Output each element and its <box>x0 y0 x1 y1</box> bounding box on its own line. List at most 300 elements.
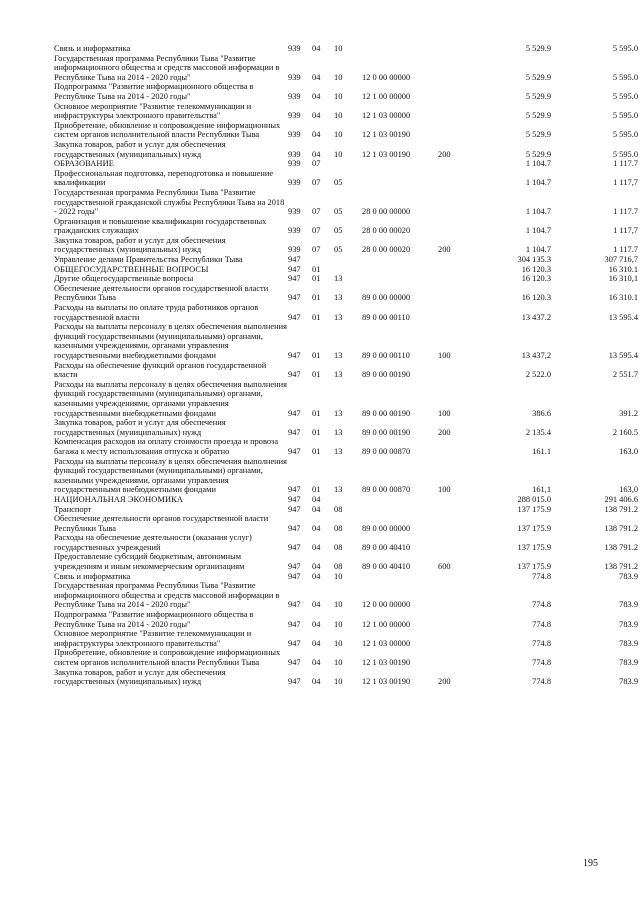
row-name: НАЦИОНАЛЬНАЯ ЭКОНОМИКА <box>54 494 183 504</box>
row-section-code: 01 <box>312 370 321 380</box>
row-expense-type <box>438 188 464 217</box>
table-row <box>54 140 638 159</box>
row-amount-year2: 783.9 <box>619 677 638 687</box>
table-row <box>54 505 638 515</box>
row-amount-year1: 1 104.7 <box>525 178 551 188</box>
row-amount-year1: 1 104.7 <box>525 226 551 236</box>
row-grbs-code: 939 <box>288 130 301 140</box>
row-amount-year1: 16 120.3 <box>521 274 551 284</box>
row-amount-year2: 138 791.2 <box>604 542 638 552</box>
row-target-article: 89 0 00 00190 <box>362 408 411 418</box>
row-grbs-code: 939 <box>288 226 301 236</box>
budget-table-body <box>54 44 638 687</box>
row-name: Предоставление субсидий бюджетным, автономным учреждениям и иным некоммерческим организациям <box>54 552 245 572</box>
row-amount-year2: 1 117,7 <box>613 178 638 188</box>
row-grbs-code: 947 <box>288 658 301 667</box>
table-row <box>54 217 638 236</box>
table-row <box>54 457 638 495</box>
row-target-article: 12 1 03 00190 <box>362 130 411 140</box>
row-target-article: 12 1 03 00190 <box>362 149 411 159</box>
row-target-article: 89 0 00 00110 <box>362 312 410 322</box>
table-row <box>54 514 638 533</box>
row-grbs-code: 947 <box>288 264 301 274</box>
row-subsection-code: 10 <box>334 149 343 159</box>
row-subsection-code: 10 <box>334 44 343 53</box>
row-name: Подпрограмма "Развитие информационного общества в Республике Тыва на 2014 - 2020 годы" <box>54 610 254 629</box>
row-amount-year1: 774.8 <box>532 619 551 629</box>
row-section-code: 04 <box>312 44 321 53</box>
row-amount-year2: 16 310.1 <box>608 264 638 274</box>
row-expense-type <box>438 581 464 610</box>
row-subsection-code: 13 <box>334 370 343 380</box>
row-expense-type: 100 <box>438 485 451 495</box>
row-section-code: 04 <box>312 504 321 514</box>
row-target-article: 28 0 00 00020 <box>362 226 411 236</box>
row-name: Обеспечение деятельности органов государственной власти Республики Тыва <box>54 514 269 533</box>
row-grbs-code: 939 <box>288 178 301 188</box>
row-amount-year2: 783.9 <box>619 638 638 648</box>
row-expense-type <box>438 159 464 169</box>
row-target-article: 89 0 00 00190 <box>362 370 411 380</box>
table-row <box>54 648 638 667</box>
table-row <box>54 581 638 610</box>
row-target-article <box>362 255 438 265</box>
row-subsection-code: 10 <box>334 600 343 610</box>
row-target-article <box>362 505 438 515</box>
row-target-article <box>362 274 438 284</box>
row-grbs-code: 947 <box>288 408 301 418</box>
row-amount-year1: 2 135.4 <box>525 427 551 437</box>
row-grbs-code: 947 <box>288 427 301 437</box>
row-name: Расходы на выплаты по оплате труда работников органов государственной власти <box>54 303 259 322</box>
row-section-code: 04 <box>312 149 321 159</box>
row-section-code: 01 <box>312 274 321 284</box>
row-name: Подпрограмма "Развитие информационного общества в Республике Тыва на 2014 - 2020 годы" <box>54 82 254 101</box>
row-grbs-code: 939 <box>288 149 301 159</box>
row-name: Основное мероприятие "Развитие телекоммуникации и инфраструктуры электронного правительства" <box>54 101 252 121</box>
row-name: Государственная программа Республики Тыва "Развитие государственной гражданской службы Республики Тыва на 2018 - 2022 годы" <box>54 187 285 217</box>
row-name: ОБРАЗОВАНИЕ <box>54 159 114 169</box>
row-section-code: 01 <box>312 446 321 456</box>
table-row <box>54 380 638 418</box>
row-amount-year1: 386.6 <box>532 408 551 418</box>
row-amount-year2: 5 595.0 <box>612 111 638 121</box>
table-row <box>54 533 638 552</box>
row-amount-year2: 16 310.1 <box>608 293 638 303</box>
row-subsection-code: 08 <box>334 504 343 514</box>
row-target-article: 89 0 00 00190 <box>362 427 411 437</box>
row-name: ОБЩЕГОСУДАРСТВЕННЫЕ ВОПРОСЫ <box>54 264 209 274</box>
row-section-code: 04 <box>312 571 321 581</box>
row-amount-year1: 137 175.9 <box>517 562 551 572</box>
row-amount-year2: 1 117,7 <box>613 226 638 236</box>
row-expense-type <box>438 44 464 54</box>
row-expense-type <box>438 648 464 667</box>
row-expense-type <box>438 572 464 582</box>
row-subsection-code: 13 <box>334 446 343 456</box>
row-expense-type: 200 <box>438 245 451 255</box>
table-row <box>54 44 638 54</box>
table-row <box>54 629 638 648</box>
row-amount-year1: 5 529.9 <box>525 111 551 121</box>
row-name: Государственная программа Республики Тыва "Развитие информационного общества и средств массовой информации в Республике Тыва на 2014 - 2020 годы" <box>54 53 280 82</box>
row-grbs-code: 939 <box>288 91 301 101</box>
row-target-article: 89 0 00 00870 <box>362 485 411 495</box>
row-grbs-code: 947 <box>288 542 301 552</box>
row-name: Обеспечение деятельности органов государственной власти Республики Тыва <box>54 283 269 303</box>
row-target-article <box>362 495 438 505</box>
row-grbs-code: 947 <box>288 677 301 687</box>
row-amount-year1: 774.8 <box>532 600 551 610</box>
row-target-article <box>362 265 438 275</box>
row-grbs-code: 947 <box>288 619 301 629</box>
row-section-code: 04 <box>312 494 321 504</box>
row-section-code: 07 <box>312 226 321 236</box>
row-subsection-code <box>334 265 362 275</box>
row-subsection-code: 05 <box>334 178 343 188</box>
row-subsection-code: 05 <box>334 245 343 255</box>
row-expense-type <box>438 495 464 505</box>
row-name: Основное мероприятие "Развитие телекоммуникации и инфраструктуры электронного правительства" <box>54 629 252 648</box>
row-section-code: 04 <box>312 600 321 610</box>
row-amount-year1: 5 529.9 <box>525 130 551 140</box>
row-grbs-code: 947 <box>288 274 301 284</box>
row-section-code <box>312 255 334 265</box>
table-row <box>54 303 638 322</box>
row-section-code: 01 <box>312 351 321 360</box>
row-expense-type: 200 <box>438 427 451 437</box>
row-name: Государственная программа Республики Тыва "Развитие информационного общества и средств массовой информации в Республике Тыва на 2014 - 2020 годы" <box>54 581 280 610</box>
row-subsection-code: 13 <box>334 312 343 322</box>
row-grbs-code: 947 <box>288 571 301 581</box>
row-target-article: 12 1 03 00000 <box>362 111 411 121</box>
row-target-article: 12 0 00 00000 <box>362 72 411 82</box>
row-target-article <box>362 169 438 188</box>
row-grbs-code: 947 <box>288 523 301 533</box>
row-subsection-code: 13 <box>334 427 343 437</box>
row-amount-year2: 783.9 <box>619 571 638 581</box>
row-amount-year1: 161,1 <box>532 485 551 495</box>
row-amount-year1: 774.8 <box>532 677 551 687</box>
row-subsection-code: 08 <box>334 523 343 533</box>
row-name: Связь и информатика <box>54 44 131 53</box>
row-section-code: 04 <box>312 130 321 140</box>
row-grbs-code: 939 <box>288 44 301 53</box>
row-target-article: 89 0 00 40410 <box>362 562 411 572</box>
row-expense-type <box>438 361 464 380</box>
row-expense-type <box>438 121 464 140</box>
row-expense-type: 200 <box>438 149 451 159</box>
row-grbs-code: 947 <box>288 504 301 514</box>
row-name: Управление делами Правительства Республики Тыва <box>54 255 243 265</box>
row-expense-type <box>438 265 464 275</box>
row-expense-type <box>438 255 464 265</box>
row-expense-type <box>438 217 464 236</box>
row-section-code: 04 <box>312 542 321 552</box>
table-row <box>54 322 638 360</box>
row-amount-year1: 161.1 <box>532 446 551 456</box>
row-target-article: 12 1 03 00190 <box>362 677 411 687</box>
row-amount-year2: 5 595.0 <box>612 149 638 159</box>
row-amount-year2: 5 595.0 <box>612 44 638 53</box>
table-row <box>54 437 638 456</box>
row-amount-year2: 163.0 <box>619 446 638 456</box>
table-row <box>54 572 638 582</box>
row-section-code: 01 <box>312 408 321 418</box>
row-expense-type: 200 <box>438 677 451 687</box>
row-amount-year2: 1 117.7 <box>613 207 638 217</box>
row-target-article: 12 1 03 00190 <box>362 658 411 667</box>
row-grbs-code: 939 <box>288 111 301 121</box>
row-expense-type <box>438 169 464 188</box>
row-grbs-code: 947 <box>288 562 301 572</box>
row-expense-type <box>438 610 464 629</box>
table-row <box>54 236 638 255</box>
row-amount-year2: 138 791.2 <box>604 562 638 572</box>
table-row <box>54 169 638 188</box>
row-name: Расходы на выплаты персоналу в целях обеспечения выполнения функций государственными (муниципальными) органами, казенными учреждениями, органами управления государственными внебюджетными фондами <box>54 322 287 360</box>
row-amount-year1: 5 529.9 <box>525 44 551 53</box>
table-row <box>54 495 638 505</box>
row-section-code: 04 <box>312 658 321 667</box>
row-section-code: 01 <box>312 427 321 437</box>
row-section-code: 01 <box>312 264 321 274</box>
row-name: Организация и повышение квалификации государственных гражданских служащих <box>54 216 267 236</box>
table-row <box>54 102 638 121</box>
row-section-code: 04 <box>312 677 321 687</box>
row-amount-year1: 16 120.3 <box>521 293 551 303</box>
row-expense-type: 100 <box>438 351 451 360</box>
row-target-article: 12 1 03 00000 <box>362 638 411 648</box>
row-amount-year1: 13 437.2 <box>521 312 551 322</box>
row-name: Расходы на обеспечение функций органов государственной власти <box>54 360 267 380</box>
row-target-article: 28 0 00 00000 <box>362 207 411 217</box>
row-name: Закупка товаров, работ и услуг для обеспечения государственных (муниципальных) нужд <box>54 418 226 437</box>
row-subsection-code: 05 <box>334 226 343 236</box>
row-amount-year1: 137 175.9 <box>517 523 551 533</box>
row-grbs-code: 947 <box>288 446 301 456</box>
row-amount-year2: 783.9 <box>619 658 638 667</box>
row-amount-year1: 1 104.7 <box>525 159 551 169</box>
row-section-code: 04 <box>312 91 321 101</box>
row-expense-type <box>438 533 464 552</box>
row-amount-year2: 5 595.0 <box>612 130 638 140</box>
row-amount-year1: 774.8 <box>532 638 551 648</box>
row-amount-year2: 783.9 <box>619 619 638 629</box>
row-expense-type <box>438 82 464 101</box>
row-section-code: 07 <box>312 159 321 169</box>
row-section-code: 01 <box>312 485 321 495</box>
row-section-code: 04 <box>312 111 321 121</box>
row-subsection-code: 13 <box>334 293 343 303</box>
row-target-article <box>362 159 438 169</box>
table-row <box>54 361 638 380</box>
row-name: Компенсация расходов на оплату стоимости проезда и провоза багажа к месту использования отпуска и обратно <box>54 437 279 456</box>
table-row <box>54 552 638 571</box>
row-subsection-code: 10 <box>334 571 343 581</box>
table-row <box>54 82 638 101</box>
row-subsection-code: 13 <box>334 485 343 495</box>
row-amount-year2: 138 791.2 <box>604 523 638 533</box>
row-target-article: 89 0 00 00000 <box>362 523 411 533</box>
row-section-code: 04 <box>312 523 321 533</box>
budget-table <box>54 44 638 687</box>
row-expense-type <box>438 102 464 121</box>
row-name: Расходы на обеспечение деятельности (оказания услуг) государственных учреждений <box>54 533 252 552</box>
row-amount-year1: 5 529.9 <box>525 91 551 101</box>
row-grbs-code: 947 <box>288 370 301 380</box>
table-row <box>54 188 638 217</box>
table-row <box>54 284 638 303</box>
row-expense-type <box>438 303 464 322</box>
table-row <box>54 668 638 687</box>
row-grbs-code: 947 <box>288 494 301 504</box>
table-row <box>54 121 638 140</box>
row-section-code: 07 <box>312 245 321 255</box>
row-subsection-code: 08 <box>334 562 343 572</box>
row-grbs-code: 947 <box>288 312 301 322</box>
row-amount-year1: 304 135.3 <box>517 255 551 265</box>
row-subsection-code: 13 <box>334 274 343 284</box>
row-name: Транспорт <box>54 504 92 514</box>
row-grbs-code: 939 <box>288 72 301 82</box>
row-amount-year2: 138 791.2 <box>604 504 638 514</box>
row-target-article: 12 0 00 00000 <box>362 600 411 610</box>
row-section-code: 04 <box>312 72 321 82</box>
row-target-article: 89 0 00 00110 <box>362 351 410 360</box>
row-expense-type <box>438 437 464 456</box>
row-section-code: 04 <box>312 619 321 629</box>
row-section-code: 04 <box>312 638 321 648</box>
row-expense-type <box>438 629 464 648</box>
row-amount-year1: 13 437,2 <box>521 351 551 360</box>
row-amount-year2: 5 595.0 <box>612 91 638 101</box>
row-grbs-code: 939 <box>288 159 301 169</box>
row-amount-year1: 1 104.7 <box>525 207 551 217</box>
row-subsection-code: 10 <box>334 130 343 140</box>
row-target-article <box>362 44 438 54</box>
row-name: Приобретение, обновление и сопровождение информационных систем органов исполнительной власти Республики Тыва <box>54 120 281 140</box>
row-name: Расходы на выплаты персоналу в целях обеспечения выполнения функций государственными (муниципальными) органами, казенными учреждениями, органами управления государственными внебюджетными фондами <box>54 456 287 495</box>
row-subsection-code: 08 <box>334 542 343 552</box>
row-subsection-code <box>334 495 362 505</box>
row-subsection-code: 10 <box>334 111 343 121</box>
table-row <box>54 54 638 83</box>
row-subsection-code: 10 <box>334 619 343 629</box>
row-amount-year2: 391.2 <box>619 408 638 418</box>
row-amount-year2: 163,0 <box>619 485 638 495</box>
row-amount-year1: 5 529.9 <box>525 72 551 82</box>
row-subsection-code: 13 <box>334 351 343 360</box>
row-amount-year1: 774.8 <box>532 658 551 667</box>
row-expense-type <box>438 505 464 515</box>
row-expense-type <box>438 54 464 83</box>
row-amount-year1: 137 175.9 <box>517 542 551 552</box>
row-amount-year2: 307 716,7 <box>604 255 638 265</box>
row-section-code: 07 <box>312 178 321 188</box>
row-amount-year2: 13 595.4 <box>608 351 638 360</box>
row-subsection-code: 05 <box>334 207 343 217</box>
row-amount-year2: 291 406.6 <box>604 494 638 504</box>
table-row <box>54 418 638 437</box>
row-name: Закупка товаров, работ и услуг для обеспечения государственных (муниципальных) нужд <box>54 139 226 159</box>
row-subsection-code <box>334 255 362 265</box>
row-target-article: 28 0 00 00020 <box>362 245 411 255</box>
row-expense-type: 600 <box>438 562 451 572</box>
row-grbs-code: 947 <box>288 351 301 360</box>
row-amount-year1: 1 104.7 <box>525 245 551 255</box>
row-amount-year1: 16 120.3 <box>521 264 551 274</box>
row-name: Расходы на выплаты персоналу в целях обеспечения выполнения функций государственными (муниципальными) органами, казенными учреждениями, органами управления государственными внебюджетными фондами <box>54 379 287 418</box>
row-amount-year1: 5 529.9 <box>525 149 551 159</box>
row-amount-year2: 13 595.4 <box>608 312 638 322</box>
row-name: Другие общегосударственные вопросы <box>54 274 194 284</box>
table-row <box>54 265 638 275</box>
row-subsection-code: 10 <box>334 677 343 687</box>
row-subsection-code: 10 <box>334 91 343 101</box>
table-row <box>54 274 638 284</box>
row-name: Закупка товаров, работ и услуг для обеспечения государственных (муниципальных) нужд <box>54 235 226 255</box>
row-grbs-code: 947 <box>288 638 301 648</box>
row-target-article: 12 1 00 00000 <box>362 91 411 101</box>
row-grbs-code: 947 <box>288 293 301 303</box>
row-grbs-code: 939 <box>288 207 301 217</box>
row-target-article: 12 1 00 00000 <box>362 619 411 629</box>
row-subsection-code: 13 <box>334 408 343 418</box>
row-grbs-code: 939 <box>288 245 301 255</box>
row-amount-year2: 5 595.0 <box>612 72 638 82</box>
row-section-code: 01 <box>312 293 321 303</box>
row-section-code: 04 <box>312 562 321 572</box>
row-target-article: 89 0 00 00870 <box>362 446 411 456</box>
row-amount-year2: 2 160.5 <box>612 427 638 437</box>
table-row <box>54 255 638 265</box>
row-grbs-code: 947 <box>288 600 301 610</box>
row-expense-type <box>438 274 464 284</box>
row-expense-type <box>438 514 464 533</box>
row-amount-year1: 2 522.0 <box>525 370 551 380</box>
row-name: Приобретение, обновление и сопровождение информационных систем органов исполнительной власти Республики Тыва <box>54 648 281 667</box>
row-amount-year1: 288 015.0 <box>517 494 551 504</box>
row-expense-type: 100 <box>438 408 451 418</box>
row-subsection-code: 10 <box>334 72 343 82</box>
row-grbs-code: 947 <box>288 255 301 265</box>
row-amount-year1: 774.8 <box>532 571 551 581</box>
row-expense-type <box>438 284 464 303</box>
row-grbs-code: 947 <box>288 485 301 495</box>
row-amount-year2: 16 310,1 <box>608 274 638 284</box>
row-amount-year2: 2 551.7 <box>612 370 638 380</box>
row-target-article: 89 0 00 40410 <box>362 542 411 552</box>
row-target-article: 89 0 00 00000 <box>362 293 411 303</box>
row-subsection-code: 10 <box>334 638 343 648</box>
table-row <box>54 610 638 629</box>
row-subsection-code <box>334 159 362 169</box>
row-amount-year2: 783.9 <box>619 600 638 610</box>
row-name: Связь и информатика <box>54 571 131 581</box>
row-amount-year1: 137 175.9 <box>517 504 551 514</box>
row-section-code: 07 <box>312 207 321 217</box>
row-target-article <box>362 572 438 582</box>
row-name: Закупка товаров, работ и услуг для обеспечения государственных (муниципальных) нужд <box>54 667 226 687</box>
row-amount-year2: 1 117.7 <box>613 159 638 169</box>
row-name: Профессиональная подготовка, переподготовка и повышение квалификации <box>54 168 274 188</box>
row-amount-year2: 1 117.7 <box>613 245 638 255</box>
row-subsection-code: 10 <box>334 658 343 667</box>
page-number: 195 <box>583 858 598 869</box>
row-section-code: 01 <box>312 312 321 322</box>
table-row <box>54 159 638 169</box>
